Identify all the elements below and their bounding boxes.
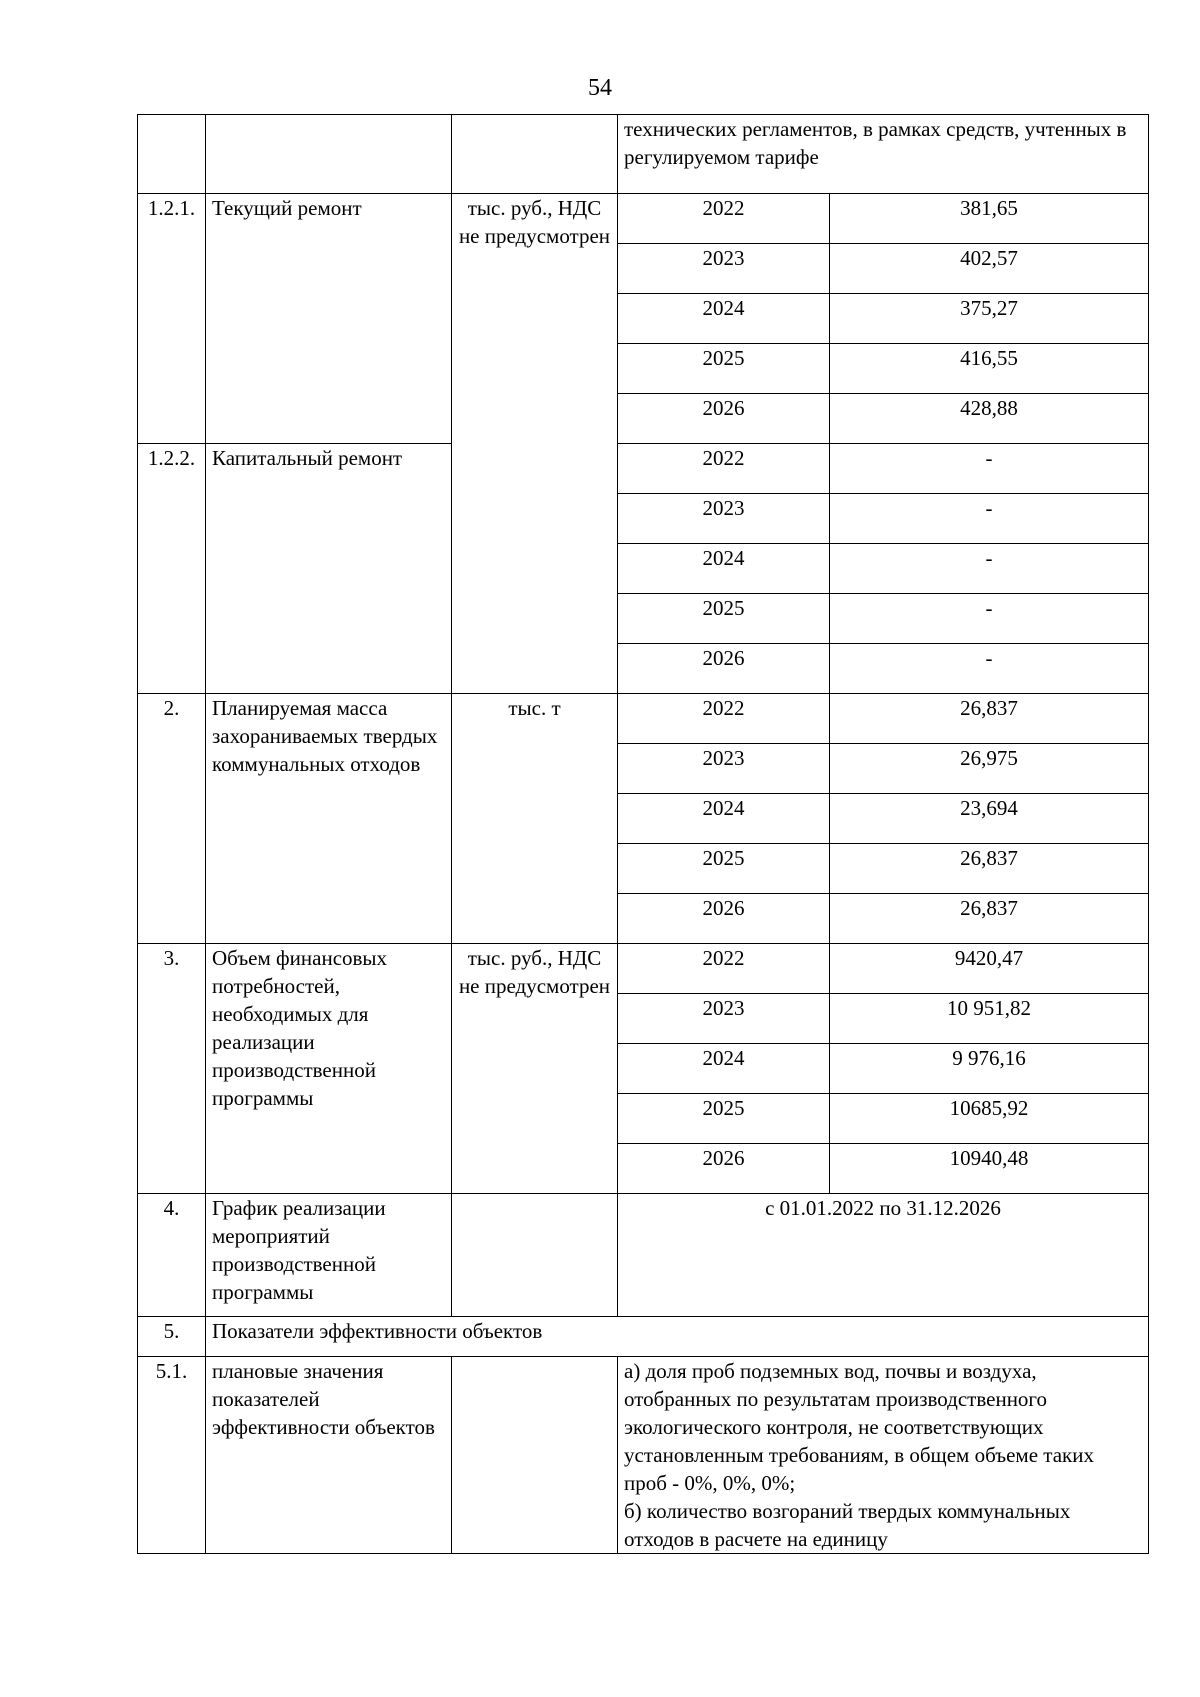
- implementation-period: с 01.01.2022 по 31.12.2026: [618, 1194, 1149, 1317]
- page-number: 54: [588, 75, 612, 101]
- row-unit: тыс. руб., НДС не предусмотрен: [452, 194, 618, 694]
- value-cell: 10940,48: [830, 1144, 1149, 1194]
- value-cell: 26,837: [830, 694, 1149, 744]
- section-title: Показатели эффективности объектов: [206, 1317, 1149, 1357]
- value-cell: -: [830, 594, 1149, 644]
- table-row: [138, 1317, 1149, 1357]
- value-cell: 26,837: [830, 844, 1149, 894]
- row-name: Объем финансовых потребностей, необходимых для реализации производственной программы: [206, 944, 452, 1194]
- value-cell: 416,55: [830, 344, 1149, 394]
- value-cell: -: [830, 644, 1149, 694]
- year-cell: 2022: [618, 444, 830, 494]
- year-cell: 2023: [618, 494, 830, 544]
- year-cell: 2023: [618, 994, 830, 1044]
- year-cell: 2024: [618, 294, 830, 344]
- year-cell: 2026: [618, 1144, 830, 1194]
- year-cell: 2026: [618, 644, 830, 694]
- year-cell: 2025: [618, 844, 830, 894]
- row-name: Капитальный ремонт: [206, 444, 452, 694]
- year-cell: 2026: [618, 894, 830, 944]
- indicators-text: [618, 1357, 1149, 1554]
- year-cell: 2025: [618, 344, 830, 394]
- table-row-continuation: [138, 115, 1149, 194]
- row-number: 2.: [138, 694, 206, 944]
- value-cell: 10685,92: [830, 1094, 1149, 1144]
- value-cell: 26,975: [830, 744, 1149, 794]
- value-cell: -: [830, 544, 1149, 594]
- year-cell: 2024: [618, 1044, 830, 1094]
- continuation-text: технических регламентов, в рамках средств, учтенных в регулируемом тарифе: [618, 115, 1149, 194]
- table-row: [138, 1194, 1149, 1317]
- year-cell: 2025: [618, 594, 830, 644]
- row-name: Планируемая масса захораниваемых твердых коммунальных отходов: [206, 694, 452, 944]
- row-name: плановые значения показателей эффективности объектов: [206, 1357, 452, 1554]
- row-number: 1.2.2.: [138, 444, 206, 694]
- row-number: 4.: [138, 1194, 206, 1317]
- table-row: [138, 444, 1149, 494]
- year-cell: 2022: [618, 694, 830, 744]
- indicator-a: а) доля проб подземных вод, почвы и воздуха, отобранных по результатам производственного экологического контроля, не соответствующих установленным требованиям, в общем объеме таких проб - 0%, 0%, 0%;: [624, 1359, 1094, 1495]
- year-cell: 2023: [618, 244, 830, 294]
- value-cell: 381,65: [830, 194, 1149, 244]
- year-cell: 2023: [618, 744, 830, 794]
- row-number: 5.: [138, 1317, 206, 1357]
- value-cell: 10 951,82: [830, 994, 1149, 1044]
- value-cell: 23,694: [830, 794, 1149, 844]
- value-cell: 26,837: [830, 894, 1149, 944]
- year-cell: 2024: [618, 544, 830, 594]
- program-table: [137, 114, 1149, 1554]
- table-row: [138, 694, 1149, 744]
- row-number: 1.2.1.: [138, 194, 206, 444]
- table-row: [138, 194, 1149, 244]
- year-cell: 2024: [618, 794, 830, 844]
- row-name: Текущий ремонт: [206, 194, 452, 444]
- row-number: 3.: [138, 944, 206, 1194]
- value-cell: 375,27: [830, 294, 1149, 344]
- value-cell: 9 976,16: [830, 1044, 1149, 1094]
- table-row: [138, 1357, 1149, 1554]
- table-row: [138, 944, 1149, 994]
- year-cell: 2022: [618, 194, 830, 244]
- year-cell: 2026: [618, 394, 830, 444]
- indicator-b: б) количество возгораний твердых коммунальных отходов в расчете на единицу: [624, 1499, 1071, 1551]
- row-number: 5.1.: [138, 1357, 206, 1554]
- row-unit: тыс. руб., НДС не предусмотрен: [452, 944, 618, 1194]
- row-name: График реализации мероприятий производственной программы: [206, 1194, 452, 1317]
- value-cell: -: [830, 494, 1149, 544]
- year-cell: 2025: [618, 1094, 830, 1144]
- year-cell: 2022: [618, 944, 830, 994]
- value-cell: 9420,47: [830, 944, 1149, 994]
- row-unit: тыс. т: [452, 694, 618, 944]
- value-cell: -: [830, 444, 1149, 494]
- value-cell: 402,57: [830, 244, 1149, 294]
- value-cell: 428,88: [830, 394, 1149, 444]
